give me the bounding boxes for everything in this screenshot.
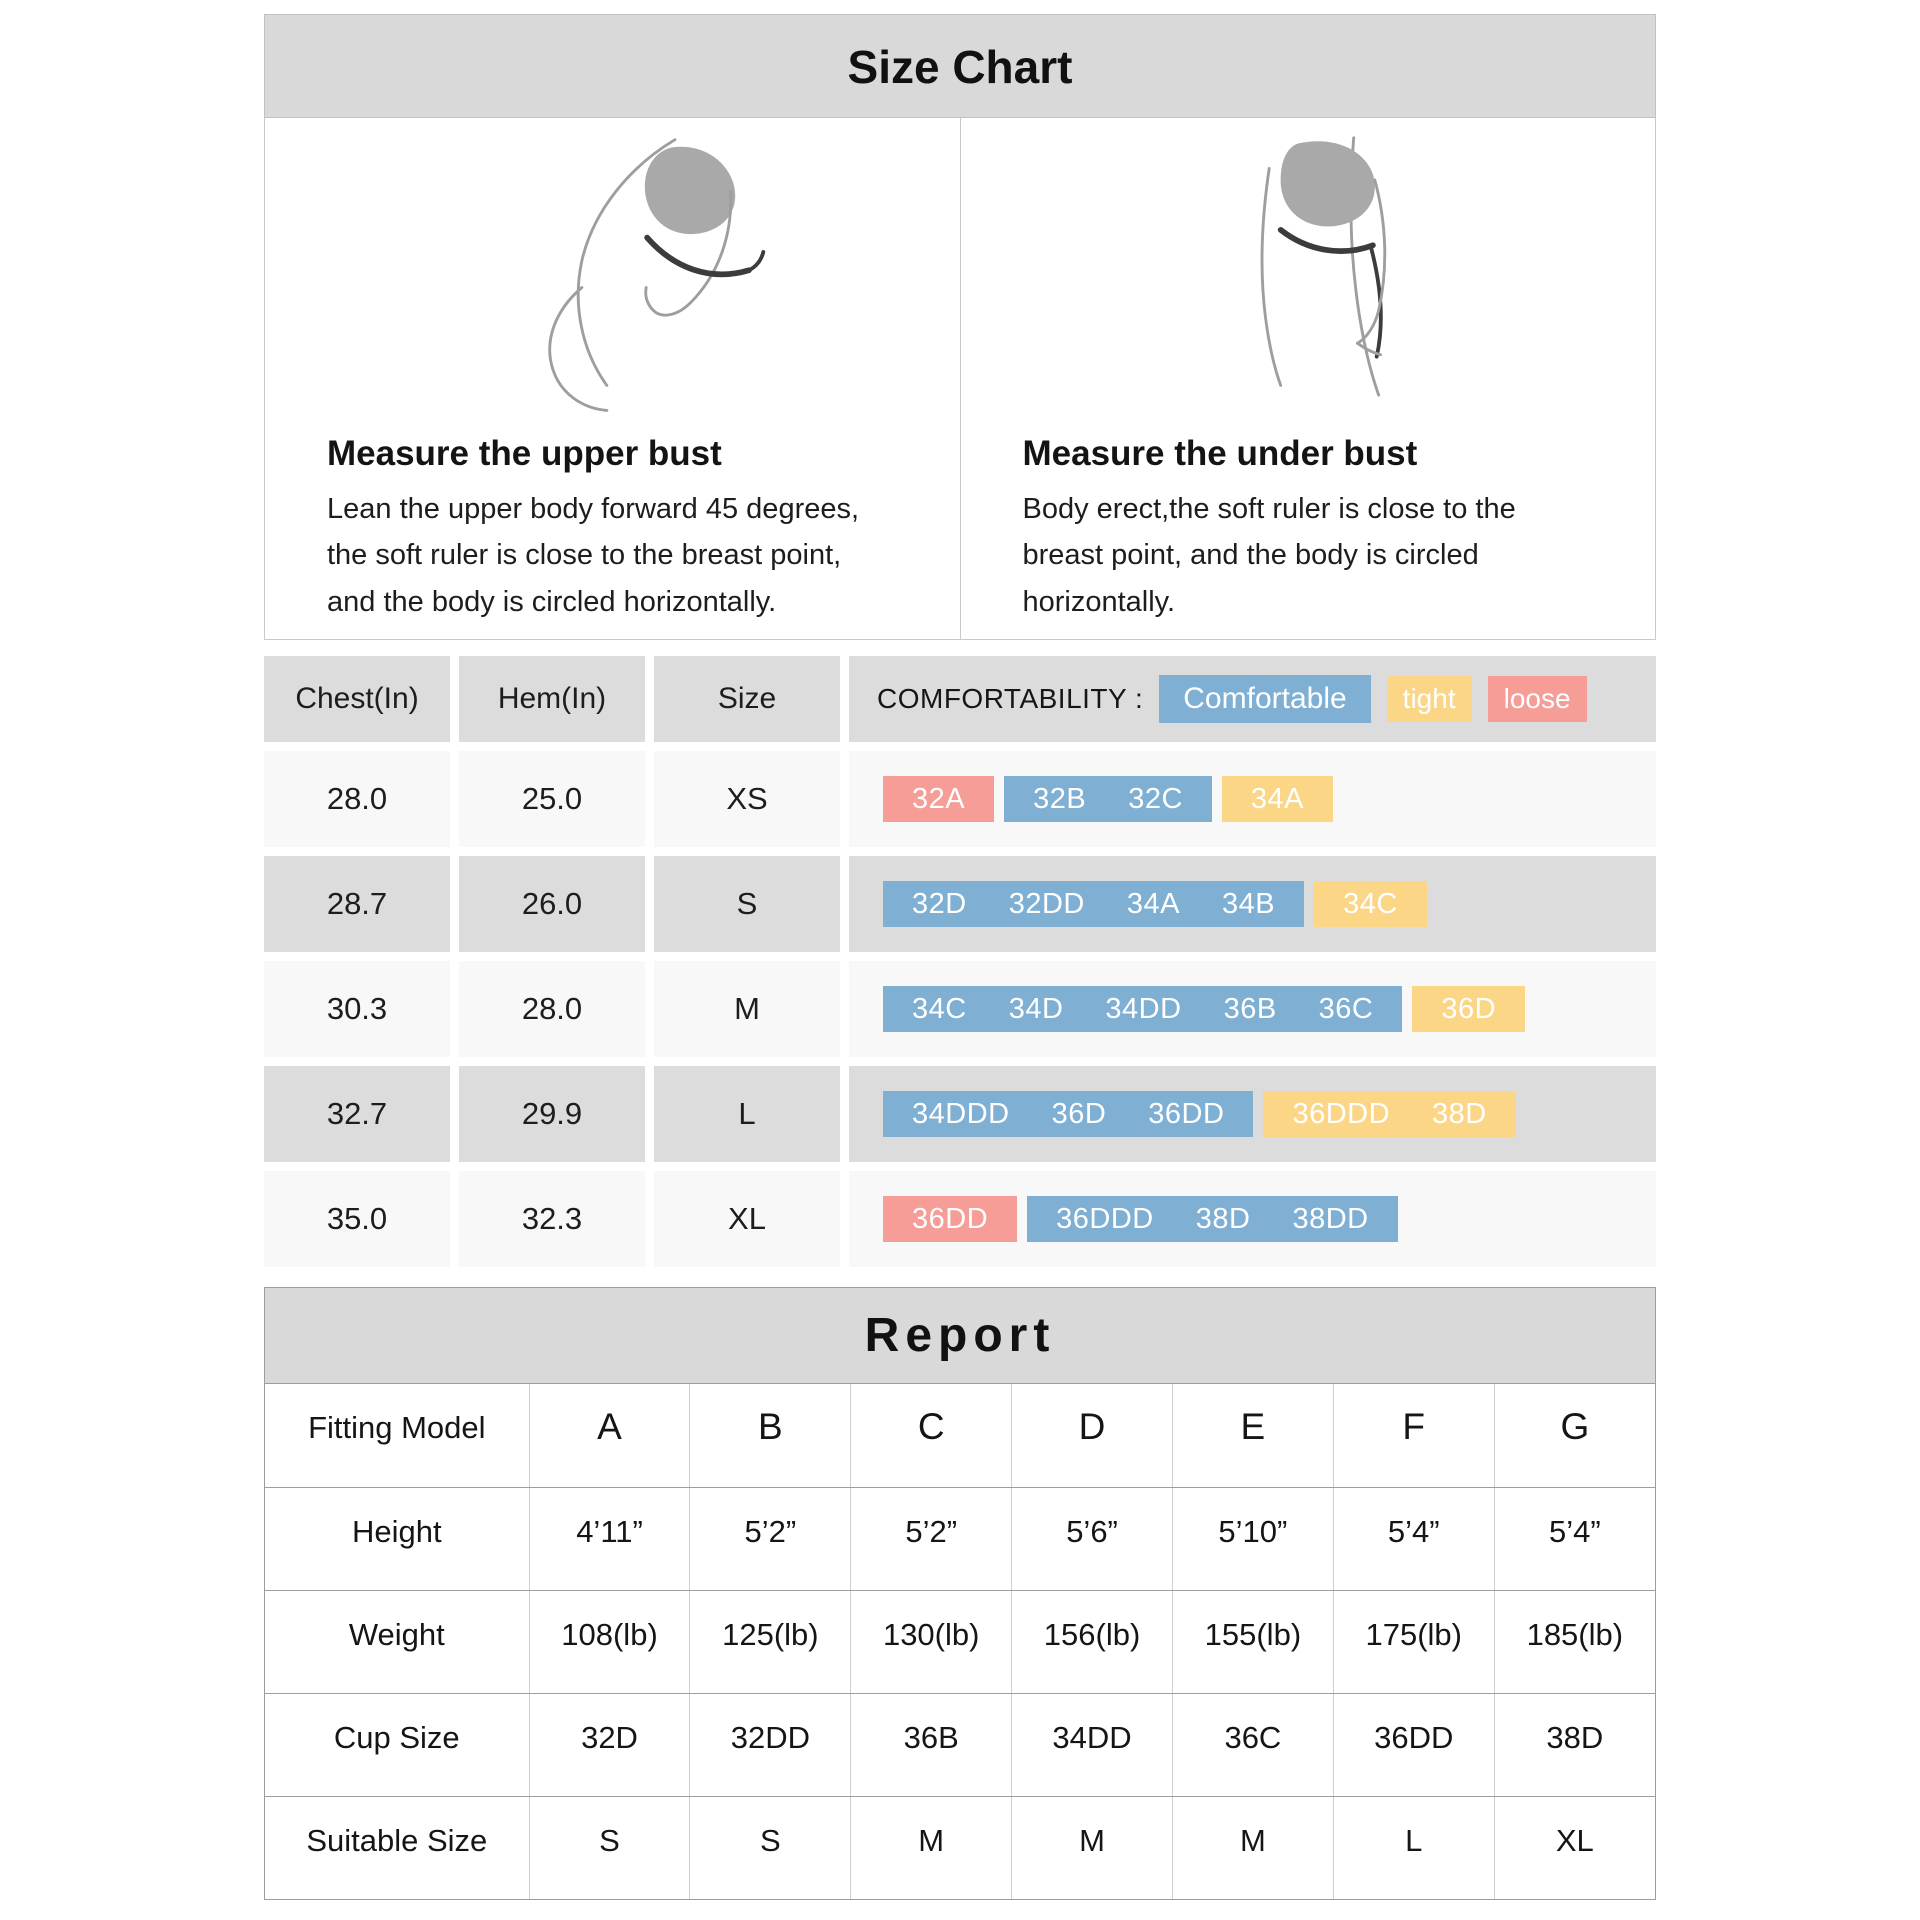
measure-under-bust-panel [961,118,1656,639]
col-header-hem: Hem(In) [459,656,645,742]
chest-value: 28.0 [264,751,450,847]
report-row-fitting-model [265,1384,1655,1487]
fit-badges-cell-XS [849,751,1656,847]
fit-badge-tight [1263,1091,1515,1137]
size-chart-infographic [264,0,1656,1900]
report-value: A [529,1384,690,1487]
fit-badge-comfortable [883,881,1304,927]
measure-upper-bust-desc: Lean the upper body forward 45 degrees, the soft ruler is close to the breast point, and the body is circled horizontally. [327,493,860,618]
report-row-label: Cup Size [265,1693,529,1796]
report-row-label: Height [265,1487,529,1590]
report-table-body [265,1384,1655,1899]
hem-value: 28.0 [459,961,645,1057]
col-header-chest: Chest(In) [264,656,450,742]
report-value: C [851,1384,1012,1487]
col-header-size: Size [654,656,840,742]
size-label: XS [654,751,840,847]
report-value: 36DD [1333,1693,1494,1796]
fit-badge-comfortable [1027,1196,1397,1242]
measure-section [264,118,1656,640]
legend-tight-badge: tight [1387,676,1472,722]
bra-size: 34A [1126,887,1180,920]
report-table [265,1384,1655,1899]
report-row-height [265,1487,1655,1590]
report-value: 175(lb) [1333,1590,1494,1693]
fit-badge-tight [1222,776,1333,822]
report-value: 38D [1494,1693,1655,1796]
bra-size: 36DDD [1292,1097,1391,1130]
fit-badge-loose [883,776,994,822]
legend-loose-badge: loose [1488,676,1587,722]
bra-size: 34DDD [912,1097,1010,1130]
measure-upper-bust-panel [265,118,961,639]
report-row-label: Weight [265,1590,529,1693]
report-value: D [1012,1384,1173,1487]
report-value: 4’11” [529,1487,690,1590]
bra-size: 32C [1128,782,1183,815]
fit-badge-tight [1314,881,1427,927]
report-value: 130(lb) [851,1590,1012,1693]
report-value: 5’2” [851,1487,1012,1590]
bra-size: 34D [1008,992,1064,1025]
bra-size: 36DDD [1056,1202,1154,1235]
report-value: S [529,1796,690,1899]
bra-size: 32D [912,887,967,920]
report-value: XL [1494,1796,1655,1899]
bra-size: 34B [1221,887,1276,920]
bra-size: 36DD [912,1202,989,1235]
report-row-label: Fitting Model [265,1384,529,1487]
fit-badge-loose [883,1196,1017,1242]
size-label: S [654,856,840,952]
report-value: F [1333,1384,1494,1487]
hem-value: 32.3 [459,1171,645,1267]
comfortability-legend [849,656,1656,742]
bra-size: 38D [1432,1097,1487,1130]
bra-size: 36DD [1148,1097,1225,1130]
report-value: M [851,1796,1012,1899]
measure-under-bust-illustration-icon [1154,132,1461,420]
report-value: 155(lb) [1172,1590,1333,1693]
bra-size: 32A [912,782,966,815]
measure-under-bust-desc: Body erect,the soft ruler is close to the breast point, and the body is circled horizontally. [1022,493,1516,618]
fit-badge-comfortable [883,986,1402,1032]
bra-size: 34DD [1105,992,1182,1025]
bra-size: 32DD [1008,887,1085,920]
chest-value: 28.7 [264,856,450,952]
report-value: 185(lb) [1494,1590,1655,1693]
fit-badge-tight [1412,986,1525,1032]
report-value: 5’4” [1333,1487,1494,1590]
bra-size: 34A [1250,782,1305,815]
fit-badges-cell-L [849,1066,1656,1162]
report-section [264,1287,1656,1900]
measure-under-bust-title: Measure the under bust [1022,434,1418,473]
report-value: 5’2” [690,1487,851,1590]
report-value: 5’4” [1494,1487,1655,1590]
chest-value: 30.3 [264,961,450,1057]
size-label: L [654,1066,840,1162]
report-value: 125(lb) [690,1590,851,1693]
report-value: 156(lb) [1012,1590,1173,1693]
report-value: 36B [851,1693,1012,1796]
fit-badges-cell-S [849,856,1656,952]
hem-value: 29.9 [459,1066,645,1162]
report-title: Report [265,1288,1655,1384]
report-value: 32DD [690,1693,851,1796]
legend-comfortable-badge: Comfortable [1159,675,1370,723]
bra-size: 36D [1051,1097,1107,1130]
size-chart-title: Size Chart [264,14,1656,118]
report-row-cup-size [265,1693,1655,1796]
report-value: 5’10” [1172,1487,1333,1590]
report-row-weight [265,1590,1655,1693]
report-value: S [690,1796,851,1899]
bra-size: 36D [1441,992,1497,1025]
report-value: 5’6” [1012,1487,1173,1590]
fit-badge-comfortable [1004,776,1212,822]
bra-size: 36C [1318,992,1374,1025]
measure-upper-bust-title: Measure the upper bust [327,434,722,473]
report-value: M [1012,1796,1173,1899]
bra-size: 32B [1033,782,1087,815]
report-value: 34DD [1012,1693,1173,1796]
report-row-suitable-size [265,1796,1655,1899]
fit-badge-comfortable [883,1091,1253,1137]
comfortability-label: COMFORTABILITY : [877,683,1144,714]
report-value: M [1172,1796,1333,1899]
report-value: 32D [529,1693,690,1796]
chest-value: 32.7 [264,1066,450,1162]
chest-value: 35.0 [264,1171,450,1267]
fit-badges-cell-XL [849,1171,1656,1267]
bra-size: 34C [1343,887,1398,920]
report-value: G [1494,1384,1655,1487]
bra-size: 34C [912,992,967,1025]
hem-value: 25.0 [459,751,645,847]
bra-size: 38D [1195,1202,1251,1235]
measure-upper-bust-illustration-icon [459,132,766,420]
size-label: M [654,961,840,1057]
size-table [264,656,1656,1267]
report-value: 108(lb) [529,1590,690,1693]
report-row-label: Suitable Size [265,1796,529,1899]
report-value: B [690,1384,851,1487]
report-value: 36C [1172,1693,1333,1796]
hem-value: 26.0 [459,856,645,952]
bra-size: 38DD [1292,1202,1369,1235]
report-value: E [1172,1384,1333,1487]
report-value: L [1333,1796,1494,1899]
fit-badges-cell-M [849,961,1656,1057]
bra-size: 36B [1223,992,1277,1025]
size-label: XL [654,1171,840,1267]
